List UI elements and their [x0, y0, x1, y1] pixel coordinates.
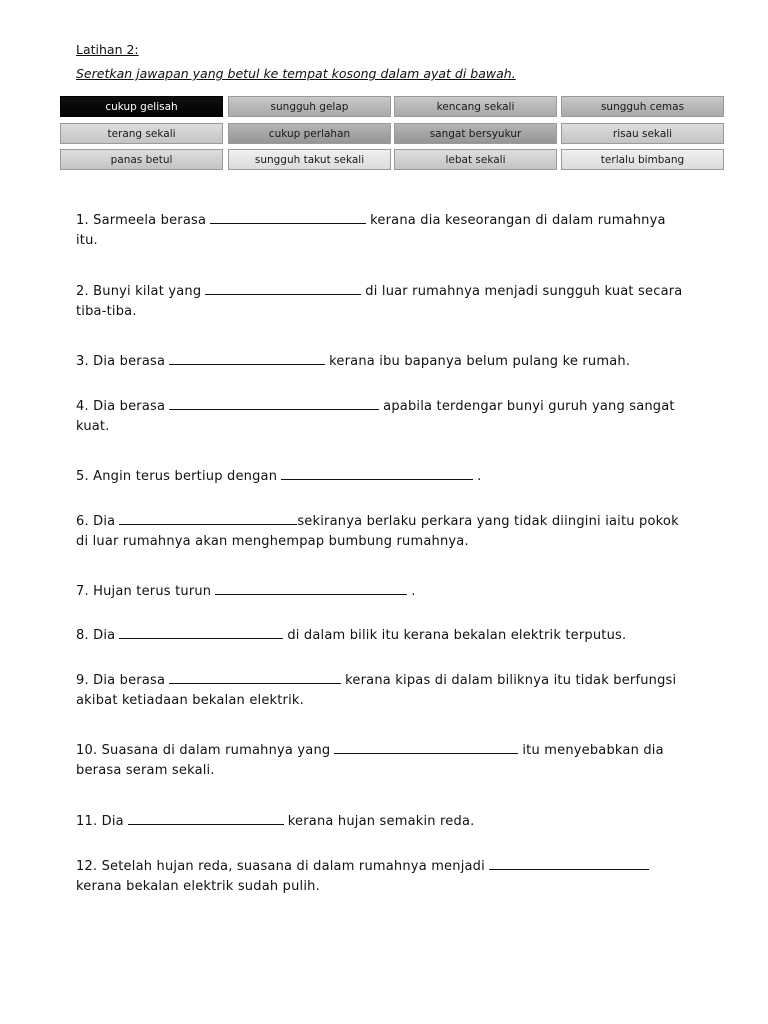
question-text-line2: di luar rumahnya akan menghempap bumbung rumahnya. [76, 534, 469, 549]
answer-blank[interactable] [169, 396, 379, 410]
question-text-after: kerana hujan semakin reda. [287, 814, 475, 829]
word-bank [60, 96, 728, 176]
question-text-after: . [411, 584, 416, 599]
answer-blank[interactable] [169, 351, 325, 365]
question-text-before: 12. Setelah hujan reda, suasana di dalam rumahnya menjadi [76, 859, 485, 874]
question-text-after: kerana kipas di dalam biliknya itu tidak berfungsi [345, 673, 677, 688]
question-text-after: sekiranya berlaku perkara yang tidak diingini iaitu pokok [297, 514, 679, 529]
answer-blank[interactable] [334, 740, 518, 754]
word-option[interactable]: sungguh cemas [561, 96, 724, 117]
question-text-before: 11. Dia [76, 814, 124, 829]
question-text-before: 6. Dia [76, 514, 116, 529]
question-item [76, 466, 726, 487]
word-option[interactable]: lebat sekali [394, 149, 557, 170]
question-item [76, 625, 726, 646]
page-title: Latihan 2: [76, 42, 139, 57]
answer-blank[interactable] [281, 466, 473, 480]
word-option[interactable]: cukup perlahan [228, 123, 391, 144]
answer-blank[interactable] [205, 281, 361, 295]
question-item [76, 351, 726, 372]
question-item [76, 670, 726, 711]
question-text-line2: kuat. [76, 419, 110, 434]
question-text-after: kerana ibu bapanya belum pulang ke rumah. [329, 354, 631, 369]
question-text-before: 4. Dia berasa [76, 399, 166, 414]
question-text-after: itu menyebabkan dia [522, 743, 664, 758]
question-text-line2: tiba-tiba. [76, 304, 137, 319]
answer-blank[interactable] [128, 811, 284, 825]
word-option[interactable]: panas betul [60, 149, 223, 170]
question-text-after: di luar rumahnya menjadi sungguh kuat secara [365, 284, 683, 299]
question-item [76, 210, 726, 251]
question-item [76, 281, 726, 322]
word-option[interactable]: risau sekali [561, 123, 724, 144]
answer-blank[interactable] [119, 625, 283, 639]
word-option[interactable]: sungguh takut sekali [228, 149, 391, 170]
word-option[interactable]: cukup gelisah [60, 96, 223, 117]
question-item [76, 740, 726, 781]
question-text-after: kerana dia keseorangan di dalam rumahnya [370, 213, 666, 228]
question-item [76, 581, 726, 602]
question-text-after: di dalam bilik itu kerana bekalan elektrik terputus. [287, 628, 627, 643]
question-text-line2: kerana bekalan elektrik sudah pulih. [76, 879, 320, 894]
question-text-before: 10. Suasana di dalam rumahnya yang [76, 743, 331, 758]
word-option[interactable]: terang sekali [60, 123, 223, 144]
question-text-after: . [477, 469, 482, 484]
question-text-before: 8. Dia [76, 628, 116, 643]
question-text-line2: itu. [76, 233, 98, 248]
word-option[interactable]: terlalu bimbang [561, 149, 724, 170]
answer-blank[interactable] [169, 670, 341, 684]
question-text-before: 5. Angin terus bertiup dengan [76, 469, 278, 484]
answer-blank[interactable] [215, 581, 407, 595]
word-option[interactable]: sungguh gelap [228, 96, 391, 117]
question-item [76, 811, 726, 832]
answer-blank[interactable] [119, 511, 297, 525]
question-text-before: 3. Dia berasa [76, 354, 166, 369]
word-option[interactable]: sangat bersyukur [394, 123, 557, 144]
question-text-before: 7. Hujan terus turun [76, 584, 212, 599]
question-text-before: 2. Bunyi kilat yang [76, 284, 202, 299]
question-text-before: 1. Sarmeela berasa [76, 213, 207, 228]
answer-blank[interactable] [489, 856, 649, 870]
question-text-line2: akibat ketiadaan bekalan elektrik. [76, 693, 304, 708]
question-item [76, 396, 726, 437]
question-item [76, 511, 726, 552]
question-text-after: apabila terdengar bunyi guruh yang sangat [383, 399, 675, 414]
instruction-text: Seretkan jawapan yang betul ke tempat kosong dalam ayat di bawah. [76, 66, 516, 81]
answer-blank[interactable] [210, 210, 366, 224]
question-text-line2: berasa seram sekali. [76, 763, 215, 778]
question-item [76, 856, 726, 897]
question-text-before: 9. Dia berasa [76, 673, 166, 688]
word-option[interactable]: kencang sekali [394, 96, 557, 117]
